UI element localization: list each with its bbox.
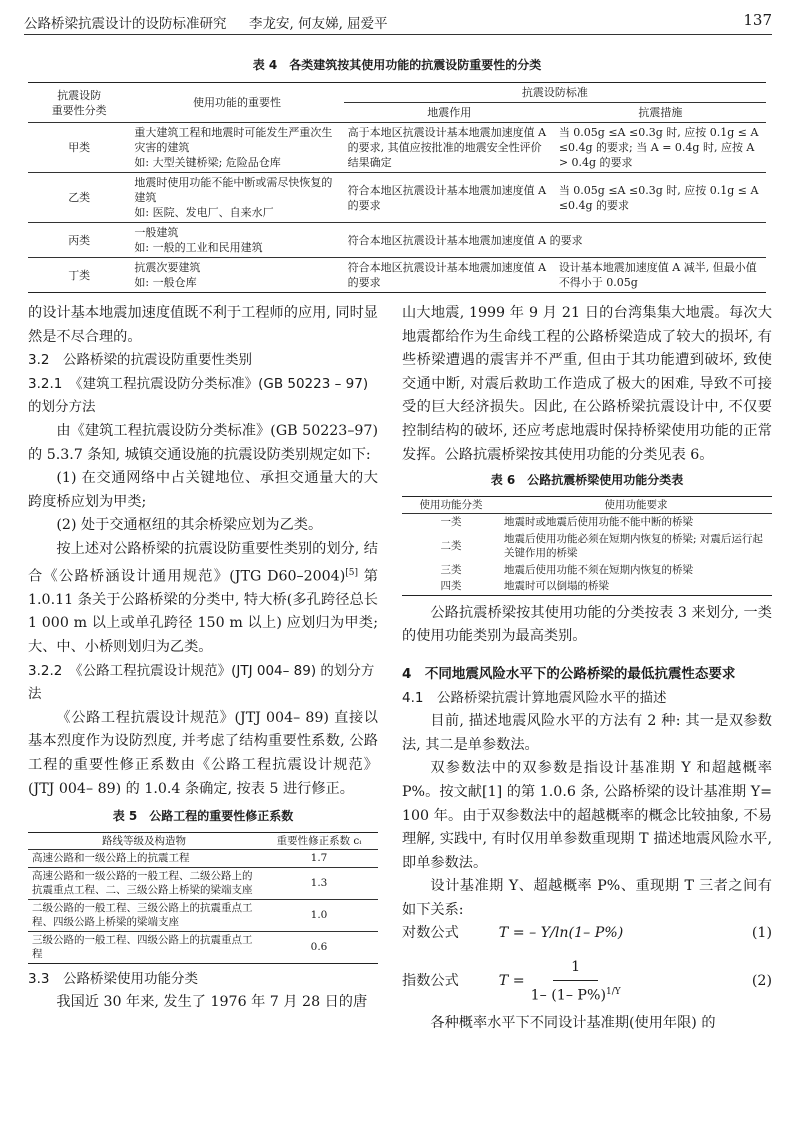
paragraph: 由《建筑工程抗震设防分类标准》(GB 50223–97) 的 5.3.7 条知, 城镇交通设施的抗震设防类别规定如下: [28, 422, 378, 463]
table-row: 三级公路的一般工程、四级公路上的抗震重点工程 0.6 [28, 931, 378, 963]
citation: [5] [345, 567, 358, 578]
formula-label: 指数公式 [402, 973, 459, 990]
subsection-heading: 3.2.2 《公路工程抗震设计规范》(JTJ 004– 89) 的划分方法 [28, 662, 375, 703]
table4-head-standard: 抗震设防标准 [344, 83, 766, 103]
table-row: 乙类 地震时使用功能不能中断或需尽快恢复的建筑 如: 医院、发电厂、自来水厂 符合本地区抗震设计基本地震加速度值 A 的要求 当 0.05g ≤A ≤0.3g 时, 应按 0.1g ≤ A ≤0.4g 的要求 [28, 173, 766, 223]
paragraph: 按上述对公路桥梁的抗震设防重要性类别的划分, 结合《公路桥涵设计通用规范》(JTG D60–2004)[5] 第 1.0.11 条关于公路桥梁的分类中, 特大桥(多孔跨径总长 1 000 m 以上或单孔跨径 150 m 以上) 应划归为甲类; 大、中、小桥则划归为乙类。 [28, 540, 378, 656]
paragraph: 的设计基本地震加速度值既不利于工程师的应用, 同时显然是不尽合理的。 [28, 305, 378, 345]
table6 [402, 496, 772, 596]
table5-caption: 表 5 公路工程的重要性修正系数 [112, 809, 294, 824]
table-row: 高速公路和一级公路上的抗震工程 1.7 [32, 852, 328, 865]
subsection-heading: 3.2.1 《建筑工程抗震设防分类标准》(GB 50223 – 97) 的划分方法 [28, 375, 369, 416]
table4-head-use: 使用功能的重要性 [193, 96, 282, 109]
journal-title: 公路桥梁抗震设计的设防标准研究 [24, 16, 227, 32]
table-row: 丁类 抗震次要建筑 如: 一般仓库 符合本地区抗震设计基本地震加速度值 A 的要求 设计基本地震加速度值 A 减半, 但最小值不得小于 0.05g [28, 258, 766, 293]
paragraph: (1) 在交通网络中占关键地位、承担交通量大的大跨度桥应划为甲类; [28, 470, 378, 510]
paragraph: 设计基准期 Y、超越概率 P%、重现期 T 三者之间有如下关系: [402, 878, 772, 918]
equation-number: (2) [751, 973, 772, 990]
table5 [28, 832, 378, 964]
formula-label: 对数公式 [402, 925, 459, 942]
fraction-numerator: 1 [553, 956, 598, 981]
table5-head-route: 路线等级及构造物 [102, 834, 186, 847]
table-row: 二级公路的一般工程、三级公路上的抗震重点工程、四级公路上桥梁的梁端支座 1.0 [28, 899, 378, 931]
table-row: 三类 地震后使用功能不须在短期内恢复的桥梁 [440, 563, 693, 576]
table-row: 丙类 一般建筑 如: 一般的工业和民用建筑 符合本地区抗震设计基本地震加速度值 A 的要求 [28, 223, 766, 258]
exponent: 1/Y [606, 986, 621, 997]
table4-head-category: 抗震设防 重要性分类 [51, 88, 107, 117]
paragraph: 双参数法中的双参数是指设计基准期 Y 和超越概率 P%。按文献[1] 的第 1.0.6 条, 公路桥梁的设计基准期 Y= 100 年。由于双参数法中的超越概率的概念比较抽象, 不易理解, 实践中, 有时仅用单参数重现期 T 描述地震风险水平, 即单参数法。 [402, 760, 772, 871]
table4-head-action: 地震作用 [427, 106, 472, 119]
table5-head-coef: 重要性修正系数 cᵢ [276, 834, 362, 847]
paragraph: (2) 处于交通枢纽的其余桥梁应划为乙类。 [56, 517, 323, 534]
section-heading: 3.3 公路桥梁使用功能分类 [28, 970, 198, 987]
right-column [402, 302, 772, 1036]
table6-head-class: 使用功能分类 [419, 498, 483, 511]
fraction-denominator: 1– (1– P%)$^{1/Y}$ [530, 986, 621, 1004]
paragraph: 公路抗震桥梁按其使用功能的分类按表 3 来划分, 一类的使用功能类别为最高类别。 [402, 604, 772, 645]
paragraph: 我国近 30 年来, 发生了 1976 年 7 月 28 日的唐 [56, 994, 368, 1011]
equation-number: (1) [751, 925, 772, 942]
paragraph: 山大地震, 1999 年 9 月 21 日的台湾集集大地震。每次大地震都给作为生命线工程的公路桥梁造成了较大的损坏, 有些桥梁遭遇的震害并不严重, 但由于其功能遭到破坏, 致使交通中断, 对震后救助工作造成了极大的困难, 导致不可接受的巨大经济损失。因此, 在公路桥梁抗震设计中, 不仅要控制结构的破坏, 还应考虑地震时保持桥梁使用功能的正常发挥。公路抗震桥梁按其使用功能的分类见表 6。 [402, 305, 772, 463]
table-row: 四类 地震时可以倒塌的桥梁 [440, 580, 609, 593]
formula-2 [402, 956, 772, 1008]
paragraph: 各种概率水平下不同设计基准期(使用年限) 的 [430, 1014, 716, 1031]
fraction [531, 956, 621, 1008]
table4-head-measure: 抗震措施 [638, 106, 683, 119]
section-heading: 4 不同地震风险水平下的公路桥梁的最低抗震性态要求 [402, 665, 736, 682]
formula-1 [402, 922, 772, 946]
table4 [28, 82, 766, 293]
formula-lhs: T = [498, 973, 525, 990]
section-heading: 3.2 公路桥梁的抗震设防重要性类别 [28, 352, 252, 369]
paragraph: 《公路工程抗震设计规范》(JTJ 004– 89) 直接以基本烈度作为设防烈度, 并考虑了结构重要性系数, 公路工程的重要性修正系数由《公路工程抗震设计规范》(JTJ 004– 89) 的 1.0.4 条确定, 按表 5 进行修正。 [28, 709, 378, 797]
table4-caption: 表 4 各类建筑按其使用功能的抗震设防重要性的分类 [252, 58, 542, 72]
left-column [28, 302, 378, 1015]
subsection-heading: 4.1 公路桥梁抗震计算地震风险水平的描述 [402, 689, 667, 706]
table6-head-req: 使用功能要求 [604, 498, 668, 511]
authors: 李龙安, 何友娣, 屈爱平 [249, 16, 388, 32]
table-row: 一类 地震时或地震后使用功能不能中断的桥梁 [440, 516, 693, 529]
running-header [24, 8, 772, 35]
paragraph: 目前, 描述地震风险水平的方法有 2 种: 其一是双参数法, 其二是单参数法。 [402, 713, 772, 753]
table6-caption: 表 6 公路抗震桥梁使用功能分类表 [490, 473, 684, 488]
table-row: 甲类 重大建筑工程和地震时可能发生严重次生灾害的建筑 如: 大型关键桥梁; 危险品仓库 高于本地区抗震设计基本地震加速度值 A 的要求, 其值应按批准的地震安全性评价结果确定 当 0.05g ≤A ≤0.3g 时, 应按 0.1g ≤ A ≤0.4g 的要求; 当 A = 0.4g 时, 应按 A > 0.4g 的要求 [28, 123, 766, 173]
formula-body: T = – Y/ln(1– P%) [498, 925, 624, 942]
table-row: 高速公路和一级公路的一般工程、二级公路上的抗震重点工程、二、三级公路上桥梁的梁端支座 1.3 [28, 867, 378, 899]
page-number: 137 [743, 11, 772, 29]
table-row: 二类 地震后使用功能必须在短期内恢复的桥梁; 对震后运行起关键作用的桥梁 [440, 532, 763, 560]
